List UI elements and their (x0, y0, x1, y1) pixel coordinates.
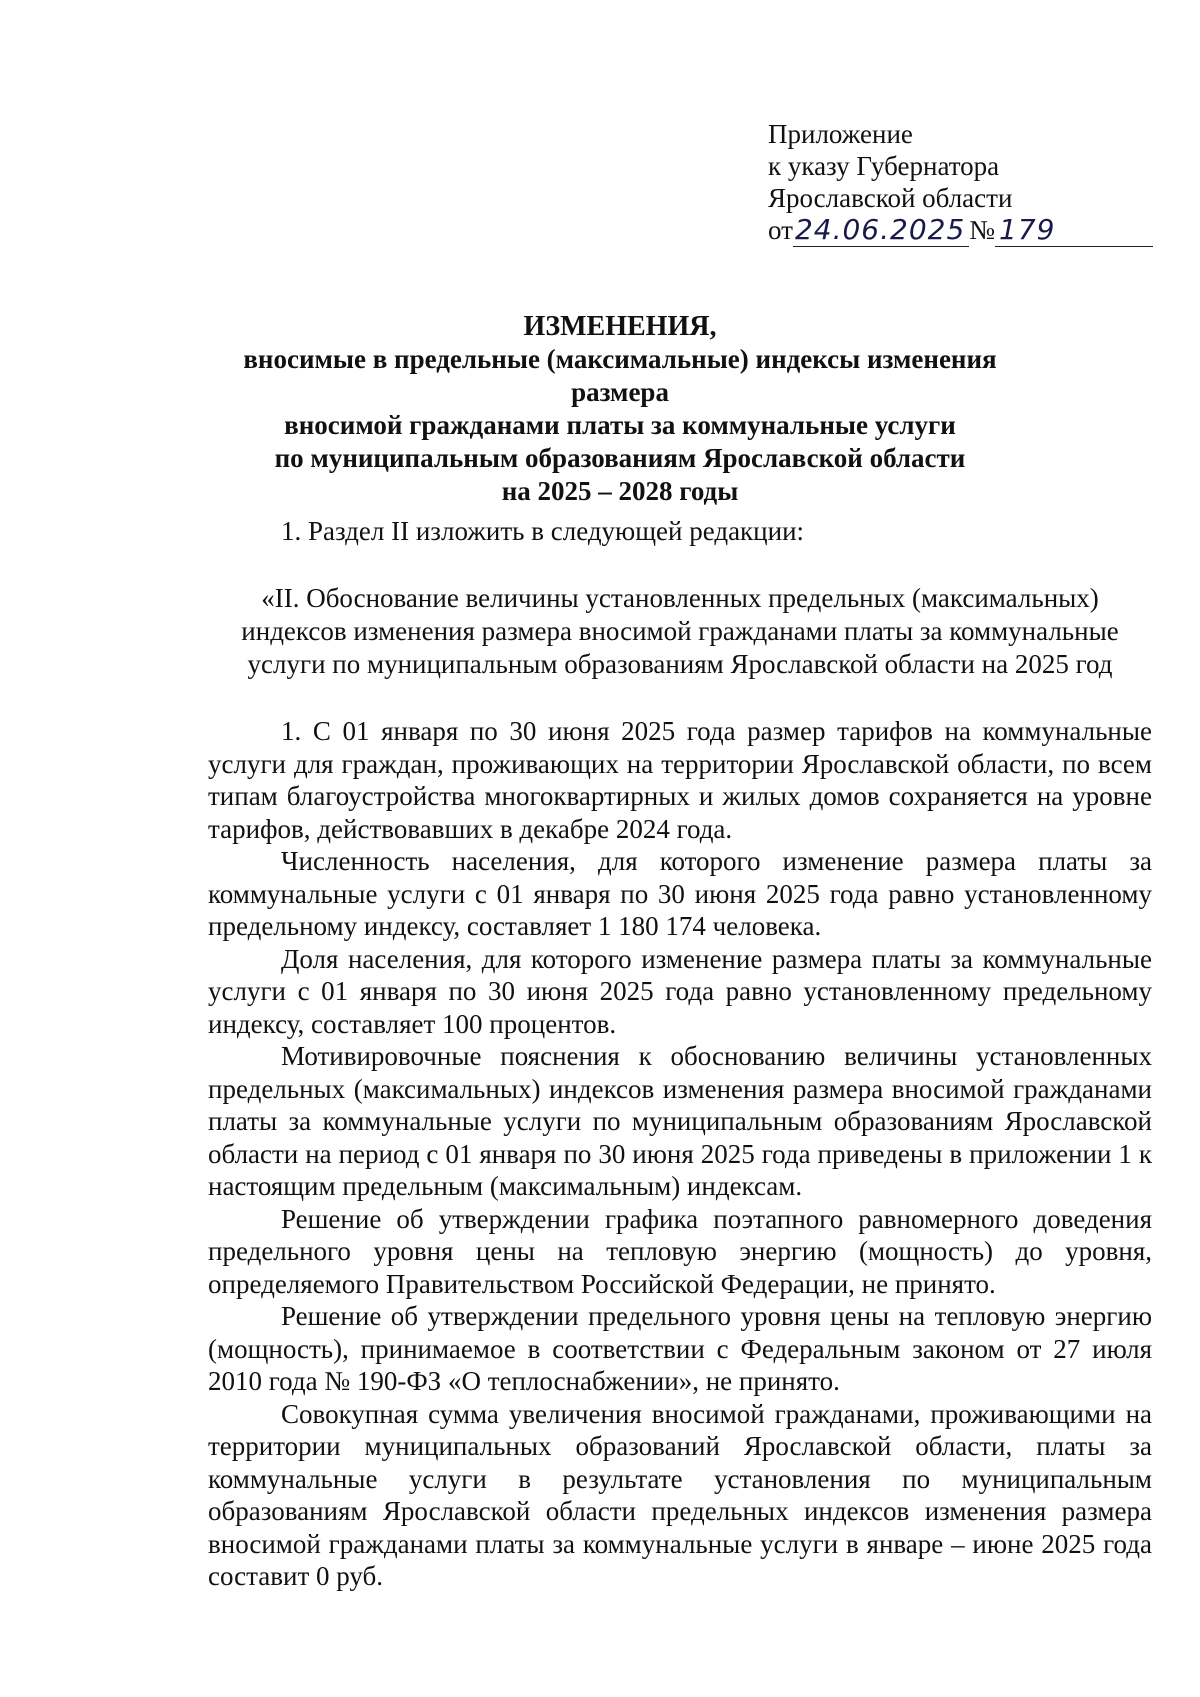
number-prefix: № (969, 215, 996, 245)
section-heading-line-1: «II. Обоснование величины установленных предельных (максимальных) (261, 583, 1099, 613)
section-heading-line-2: индексов изменения размера вносимой гражданами платы за коммунальные (241, 616, 1119, 646)
appendix-line-1: Приложение (768, 119, 913, 149)
date-prefix: от (768, 215, 793, 245)
paragraph: Мотивировочные пояснения к обоснованию величины установленных предельных (максимальных) индексов изменения размера вносимой гражданами платы за коммунальные услуги по муниципальным образованиям Ярославской области на период с 01 января по 30 июня 2025 года приведены в приложении 1 к настоящим предельным (максимальным) индексам. (208, 1041, 1152, 1201)
title-line-5: на 2025 – 2028 годы (501, 476, 739, 506)
item-1: 1. Раздел II изложить в следующей редакции: (281, 516, 805, 546)
title-line-2: вносимые в предельные (максимальные) индексы изменения размера (243, 344, 997, 407)
appendix-line-3: Ярославской области (768, 183, 1013, 213)
paragraph: Численность населения, для которого изменение размера платы за коммунальные услуги с 01 января по 30 июня 2025 года равно установленному предельному индексу, составляет 1 180 174 человека. (208, 846, 1152, 941)
paragraph: Доля населения, для которого изменение размера платы за коммунальные услуги с 01 января по 30 июня 2025 года равно установленному предельному индексу, составляет 100 процентов. (208, 943, 1152, 1039)
appendix-header (768, 118, 1168, 247)
appendix-date-number (768, 214, 1168, 247)
paragraph: Решение об утверждении предельного уровня цены на тепловую энергию (мощность), принимаемое в соответствии с Федеральным законом от 27 июля 2010 года № 190-ФЗ «О теплоснабжении», не принято. (208, 1301, 1152, 1396)
paragraph: 1. С 01 января по 30 июня 2025 года размер тарифов на коммунальные услуги для граждан, проживающих на территории Ярославской области, по всем типам благоустройства многоквартирных и жилых домов сохраняется на уровне тарифов, действовавших в декабре 2024 года. (208, 716, 1152, 844)
title-main: ИЗМЕНЕНИЯ, (523, 311, 717, 342)
handwritten-date: 24.06.2025 (793, 214, 969, 247)
paragraph: Решение об утверждении графика поэтапного равномерного доведения предельного уровня цены на тепловую энергию (мощность) до уровня, определяемого Правительством Российской Федерации, не принято. (208, 1203, 1152, 1299)
title-line-3: вносимой гражданами платы за коммунальные услуги (284, 410, 956, 440)
title-line-4: по муниципальным образованиям Ярославской области (274, 443, 966, 473)
body-paragraphs (208, 715, 1152, 1593)
document-title (200, 310, 1040, 508)
appendix-line-2: к указу Губернатора (768, 151, 1000, 181)
handwritten-number: 179 (995, 214, 1153, 247)
paragraph: Совокупная сумма увеличения вносимой гражданами, проживающими на территории муниципальных образований Ярославской области, платы за коммунальные услуги в результате установления по муниципальным образованиям Ярославской области предельных индексов изменения размера вносимой гражданами платы за коммунальные услуги в январе – июне 2025 года составит 0 руб. (208, 1398, 1152, 1591)
section-heading (200, 582, 1160, 681)
section-heading-line-3: услуги по муниципальным образованиям Ярославской области на 2025 год (247, 649, 1113, 679)
